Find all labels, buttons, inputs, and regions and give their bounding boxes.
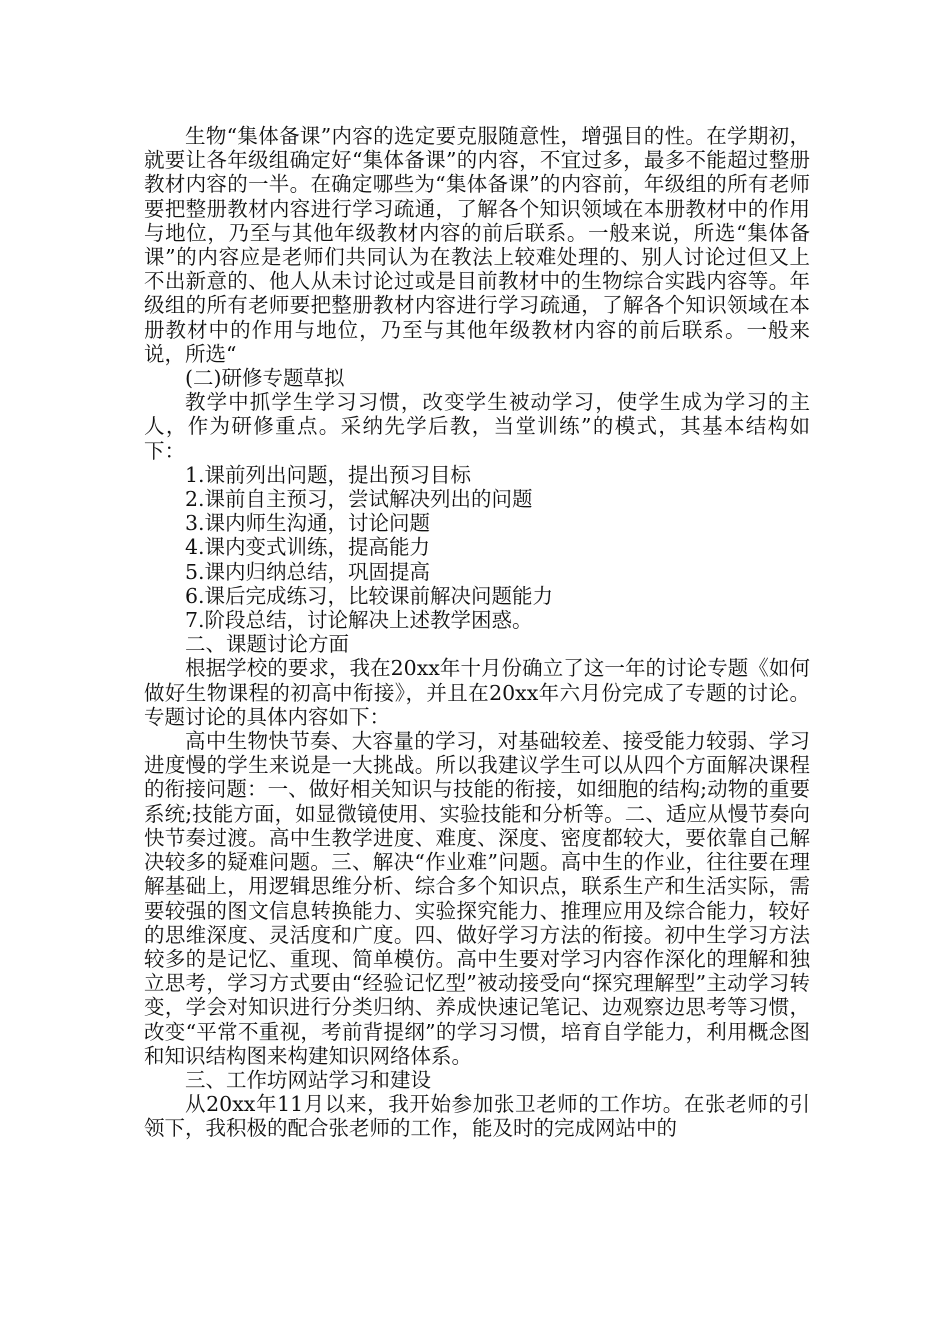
list-item-step-6: 6.课后完成练习，比较课前解决问题能力 xyxy=(185,583,554,608)
list-item-step-3: 3.课内师生沟通，讨论问题 xyxy=(185,511,431,536)
list-item-step-7: 7.阶段总结，讨论解决上述教学困惑。 xyxy=(185,608,533,633)
list-item-step-5: 5.课内归纳总结，巩固提高 xyxy=(185,559,431,584)
paragraph-workshop: 从20xx年11月以来，我开始参加张卫老师的工作坊。在张老师的引领下，我积极的配合张老师的工作，能及时的完成网站中的 xyxy=(144,1092,810,1141)
document-page xyxy=(144,124,810,1141)
list-item-step-1: 1.课前列出问题，提出预习目标 xyxy=(185,462,472,487)
list-item-step-4: 4.课内变式训练，提高能力 xyxy=(185,535,431,560)
heading-topic-discussion: 二、课题讨论方面 xyxy=(185,632,349,657)
paragraph-research-focus: 教学中抓学生学习习惯，改变学生被动学习，使学生成为学习的主人，作为研修重点。采纳先学后教，当堂训练”的模式，其基本结构如下： xyxy=(144,390,810,463)
paragraph-collective-lesson-prep: 生物“集体备课”内容的选定要克服随意性，增强目的性。在学期初，就要让各年级组确定好“集体备课”的内容，不宜过多，最多不能超过整册教材内容的一半。在确定哪些为“集体备课”的内容前，年级组的所有老师要把整册教材内容进行学习疏通，了解各个知识领域在本册教材中的作用与地位，乃至与其他年级教材内容的前后联系。一般来说，所选“集体备课”的内容应是老师们共同认为在教法上较难处理的、别人讨论过但又上不出新意的、他人从未讨论过或是目前教材中的生物综合实践内容等。年级组的所有老师要把整册教材内容进行学习疏通，了解各个知识领域在本册教材中的作用与地位，乃至与其他年级教材内容的前后联系。一般来说，所选“ xyxy=(144,124,810,366)
paragraph-high-school-bridging: 高中生物快节奏、大容量的学习，对基础较差、接受能力较弱、学习进度慢的学生来说是一大挑战。所以我建议学生可以从四个方面解决课程的衔接问题：一、做好相关知识与技能的衔接，如细胞的结构;动物的重要系统;技能方面，如显微镜使用、实验技能和分析等。二、适应从慢节奏向快节奏过渡。高中生教学进度、难度、深度、密度都较大，要依靠自己解决较多的疑难问题。三、解决“作业难”问题。高中生的作业，往往要在理解基础上，用逻辑思维分析、综合多个知识点，联系生产和生活实际，需要较强的图文信息转换能力、实验探究能力、推理应用及综合能力，较好的思维深度、灵活度和广度。四、做好学习方法的衔接。初中生学习方法较多的是记忆、重现、简单模仿。高中生要对学习内容作深化的理解和独立思考，学习方式要由“经验记忆型”被动接受向“探究理解型”主动学习转变，学会对知识进行分类归纳、养成快速记笔记、边观察边思考等习惯，改变“平常不重视，考前背提纲”的学习习惯，培育自学能力，利用概念图和知识结构图来构建知识网络体系。 xyxy=(144,729,810,1068)
heading-research-topic-draft: (二)研修专题草拟 xyxy=(185,366,345,391)
heading-workshop-website: 三、工作坊网站学习和建设 xyxy=(185,1067,431,1092)
list-item-step-2: 2.课前自主预习，尝试解决列出的问题 xyxy=(185,487,533,512)
paragraph-discussion-intro: 根据学校的要求，我在20xx年十月份确立了这一年的讨论专题《如何做好生物课程的初高中衔接》，并且在20xx年六月份完成了专题的讨论。专题讨论的具体内容如下： xyxy=(144,656,810,729)
